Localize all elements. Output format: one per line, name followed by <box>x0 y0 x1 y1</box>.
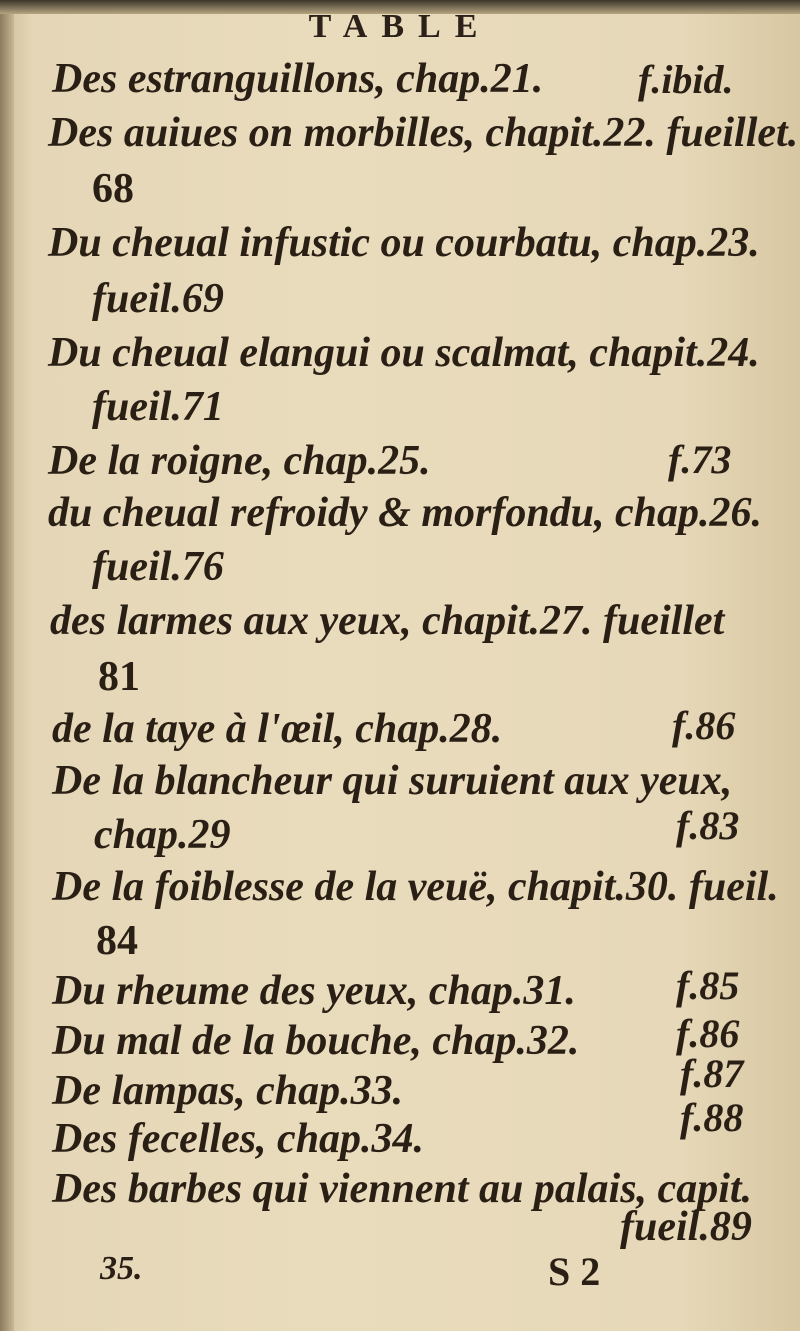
entry-line: Des estranguillons, chap.21. <box>52 56 544 102</box>
entry-line: des larmes aux yeux, chapit.27. fueillet <box>50 598 725 644</box>
catchword: 35. <box>100 1250 143 1287</box>
entry-folio: f.83 <box>676 803 740 848</box>
entry-line: De la blancheur qui suruient aux yeux, <box>52 758 733 804</box>
entry-line: 68 <box>92 166 134 212</box>
entry-folio: f.86 <box>672 703 736 748</box>
entry-line: du cheual refroidy & morfondu, chap.26. <box>48 490 763 536</box>
entry-line: fueil.89 <box>620 1204 752 1250</box>
entry-line: Du rheume des yeux, chap.31. <box>52 968 576 1014</box>
entry-folio: f.88 <box>680 1095 744 1140</box>
entry-line: Des barbes qui viennent au palais, capit. <box>52 1166 753 1212</box>
entry-line: de la taye à l'œil, chap.28. <box>52 706 503 752</box>
entry-line: Du cheual infustic ou courbatu, chap.23. <box>48 220 760 266</box>
entry-folio: f.73 <box>668 437 732 482</box>
entry-folio: f.86 <box>676 1011 740 1056</box>
entry-folio: f.87 <box>680 1051 744 1096</box>
entry-line: De la roigne, chap.25. <box>48 438 431 484</box>
entry-folio: f.ibid. <box>638 57 734 102</box>
entry-line: fueil.76 <box>92 544 224 590</box>
page-gutter <box>0 0 14 1331</box>
entry-line: Du cheual elangui ou scalmat, chapit.24. <box>48 330 760 376</box>
entry-line: De lampas, chap.33. <box>52 1068 404 1114</box>
entry-line: fueil.71 <box>92 384 224 430</box>
entry-line: fueil.69 <box>92 276 224 322</box>
running-title: TABLE <box>308 8 492 45</box>
entry-line: De la foiblesse de la veuë, chapit.30. fueil. <box>52 864 779 910</box>
entry-line: Du mal de la bouche, chap.32. <box>52 1018 580 1064</box>
entry-folio: f.85 <box>676 963 740 1008</box>
entry-line: 81 <box>98 654 140 700</box>
entry-line: Des fecelles, chap.34. <box>52 1116 425 1162</box>
entry-line: Des auiues on morbilles, chapit.22. fueillet. <box>48 110 799 156</box>
entry-line: 84 <box>96 918 138 964</box>
signature-mark: S 2 <box>548 1249 601 1294</box>
entry-line: chap.29 <box>94 812 231 858</box>
